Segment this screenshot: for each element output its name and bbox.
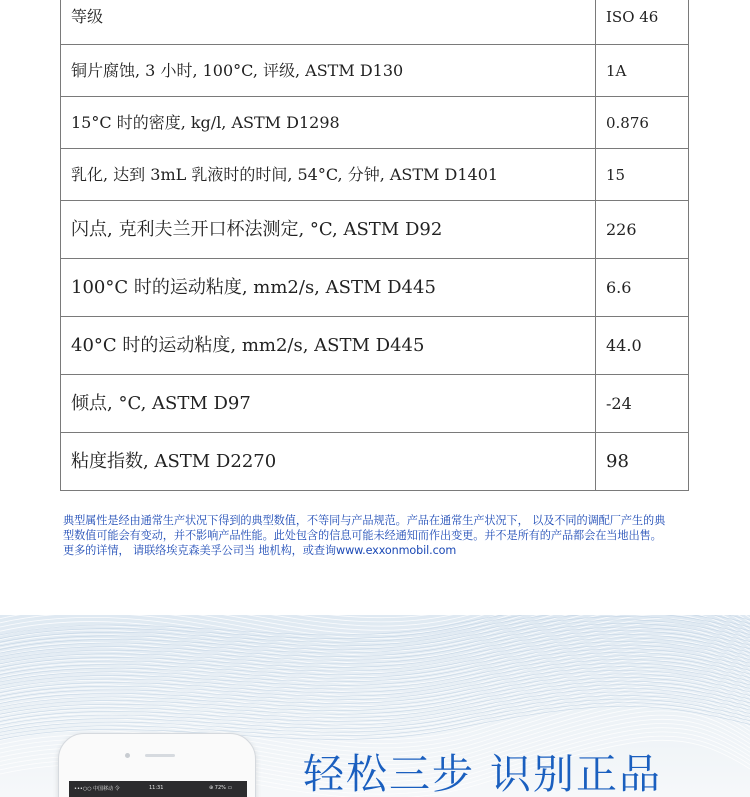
phone-time: 11:31 <box>149 785 164 791</box>
value-cell: 226 <box>596 201 689 259</box>
value-cell: -24 <box>596 375 689 433</box>
phone-camera-icon <box>125 753 130 758</box>
property-cell: 40°C 时的运动粘度, mm2/s, ASTM D445 <box>61 317 596 375</box>
spec-table <box>60 0 689 491</box>
phone-illustration <box>58 733 256 797</box>
phone-battery: ⊕ 72% ▭ <box>209 785 233 791</box>
table-row <box>61 433 689 491</box>
property-cell: 倾点, °C, ASTM D97 <box>61 375 596 433</box>
table-row <box>61 375 689 433</box>
table-row <box>61 149 689 201</box>
property-cell: 粘度指数, ASTM D2270 <box>61 433 596 491</box>
phone-screen <box>69 781 247 797</box>
value-cell: 44.0 <box>596 317 689 375</box>
table-row <box>61 201 689 259</box>
table-row <box>61 45 689 97</box>
property-cell: 乳化, 达到 3mL 乳液时的时间, 54°C, 分钟, ASTM D1401 <box>61 149 596 201</box>
phone-carrier: •••○○ 中国移动 令 <box>74 786 120 792</box>
table-row <box>61 259 689 317</box>
disclaimer-text: 典型属性是经由通常生产状况下得到的典型数值，不等同与产品规范。产品在通常生产状况下， 以及不同的调配厂产生的典型数值可能会有变动，并不影响产品性能。此处包含的信息可能未经通知而作出变更。并不是所有的产品都会在当地出售。 更多的详情， 请联络埃克森美孚公司当 地机构，或查询www.exxonmobil.com <box>63 514 666 557</box>
table-row <box>61 0 689 45</box>
property-cell: 铜片腐蚀, 3 小时, 100°C, 评级, ASTM D130 <box>61 45 596 97</box>
value-cell: 0.876 <box>596 97 689 149</box>
promo-banner <box>0 615 750 797</box>
banner-headline: 轻松三步 识别正品 <box>303 750 663 797</box>
table-row <box>61 317 689 375</box>
value-cell: 15 <box>596 149 689 201</box>
value-cell: 1A <box>596 45 689 97</box>
value-cell: ISO 46 <box>596 0 689 45</box>
property-cell: 100°C 时的运动粘度, mm2/s, ASTM D445 <box>61 259 596 317</box>
wave-line <box>0 615 750 639</box>
property-cell: 等级 <box>61 0 596 45</box>
property-cell: 15°C 时的密度, kg/l, ASTM D1298 <box>61 97 596 149</box>
value-cell: 6.6 <box>596 259 689 317</box>
table-row <box>61 97 689 149</box>
phone-speaker-icon <box>145 754 175 757</box>
value-cell: 98 <box>596 433 689 491</box>
property-cell: 闪点, 克利夫兰开口杯法测定, °C, ASTM D92 <box>61 201 596 259</box>
wave-line <box>0 615 750 639</box>
